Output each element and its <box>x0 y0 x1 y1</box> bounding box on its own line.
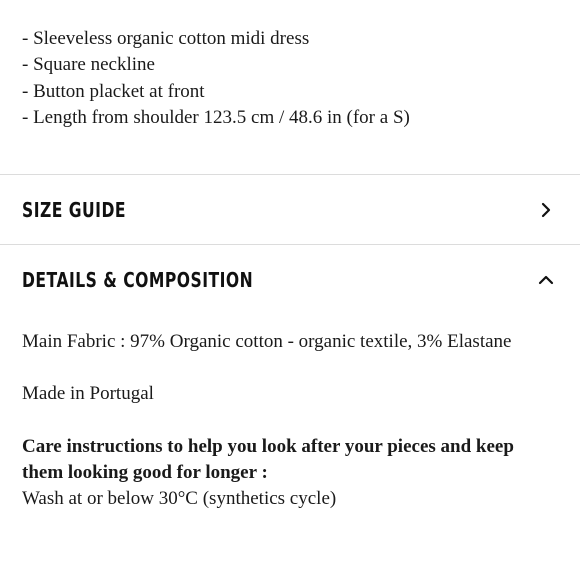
product-features-list <box>22 26 562 131</box>
care-instructions-heading: Care instructions to help you look after your pieces and keep them looking good for longer : <box>22 435 514 483</box>
details-composition-accordion[interactable] <box>0 246 580 314</box>
feature-item: - Button placket at front <box>22 80 205 102</box>
origin-text: Made in Portugal <box>22 383 154 405</box>
chevron-right-icon <box>538 202 554 218</box>
feature-item: - Square neckline <box>22 54 155 76</box>
details-composition-title: DETAILS & COMPOSITION <box>22 268 254 292</box>
feature-item: - Length from shoulder 123.5 cm / 48.6 in (for a S) <box>22 106 410 128</box>
divider <box>0 174 580 175</box>
composition-text: Main Fabric : 97% Organic cotton - organic textile, 3% Elastane <box>22 331 512 352</box>
details-composition-content <box>22 329 552 512</box>
size-guide-accordion[interactable] <box>0 176 580 244</box>
feature-item: - Sleeveless organic cotton midi dress <box>22 28 310 49</box>
chevron-up-icon <box>538 272 554 288</box>
care-instruction-text: Wash at or below 30°C (synthetics cycle) <box>22 488 337 510</box>
divider <box>0 244 580 245</box>
size-guide-title: SIZE GUIDE <box>22 198 127 222</box>
